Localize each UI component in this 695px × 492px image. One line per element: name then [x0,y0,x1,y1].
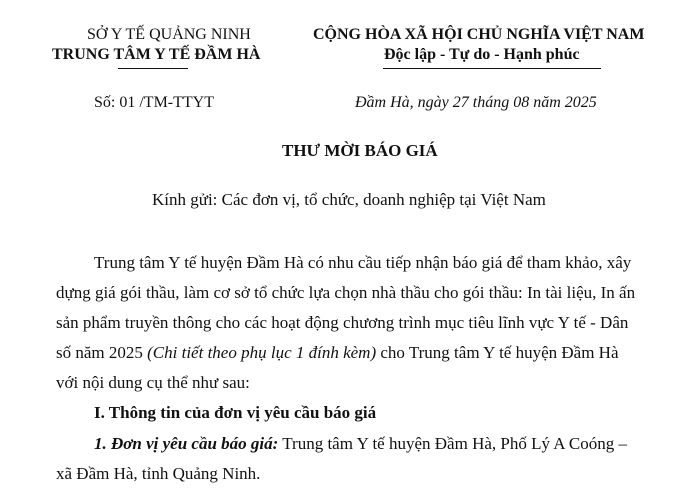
body-line-5: với nội dung cụ thể như sau: [56,373,250,392]
section-1-heading: I. Thông tin của đơn vị yêu cầu báo giá [94,403,377,422]
agency-parent: SỞ Y TẾ QUẢNG NINH [87,26,251,43]
agency-name: TRUNG TÂM Y TẾ ĐẦM HÀ [52,46,261,63]
recipient-line: Kính gửi: Các đơn vị, tổ chức, doanh nghiệp tại Việt Nam [152,190,546,209]
place-date: Đầm Hà, ngày 27 tháng 08 năm 2025 [355,94,597,111]
agency-underline [118,68,188,69]
section-1-item-1 [94,434,627,454]
body-line-2: dựng giá gói thầu, làm cơ sở tổ chức lựa chọn nhà thầu cho gói thầu: In tài liệu, In ấn [56,283,636,302]
body-line-4-start: số năm 2025 [56,343,148,362]
section-1-item-1-cont: xã Đầm Hà, tỉnh Quảng Ninh. [56,464,261,483]
document-title: THƯ MỜI BÁO GIÁ [282,141,438,160]
national-title: CỘNG HÒA XÃ HỘI CHỦ NGHĨA VIỆT NAM [313,26,645,43]
national-motto: Độc lập - Tự do - Hạnh phúc [384,46,580,63]
body-line-4-end: cho Trung tâm Y tế huyện Đầm Hà [376,343,619,362]
item-1-label: 1. Đơn vị yêu cầu báo giá: [94,434,279,453]
appendix-note: (Chi tiết theo phụ lục 1 đính kèm) [147,343,377,362]
body-line-4 [56,343,619,363]
body-line-1: Trung tâm Y tế huyện Đầm Hà có nhu cầu tiếp nhận báo giá để tham khảo, xây [94,253,632,272]
motto-underline [383,68,601,69]
body-line-3: sản phẩm truyền thông cho các hoạt động chương trình mục tiêu lĩnh vực Y tế - Dân [56,313,629,332]
document-number: Số: 01 /TM-TTYT [94,94,214,111]
item-1-text: Trung tâm Y tế huyện Đầm Hà, Phố Lý A Coóng – [278,434,627,453]
